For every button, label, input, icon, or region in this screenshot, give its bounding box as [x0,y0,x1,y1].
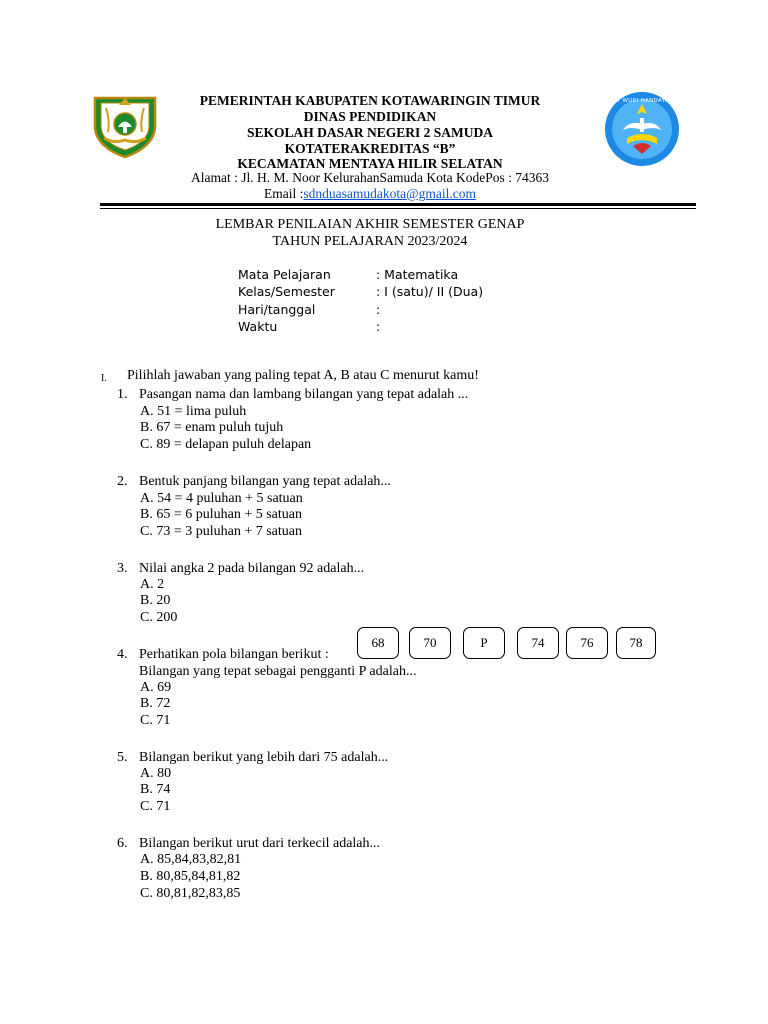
header-divider-thin [100,208,696,209]
question-3-option-b: B. 20 [140,593,171,608]
question-2-option-b: B. 65 = 6 puluhan + 5 satuan [140,507,302,522]
question-5-option-c: C. 71 [140,799,171,814]
email-label: Email : [264,186,304,201]
info-value-class: : I (satu)/ II (Dua) [376,284,484,299]
question-6-option-b: B. 80,85,84,81,82 [140,869,241,884]
question-6-text: Bilangan berikut urut dari terkecil adalah... [139,836,381,851]
question-4-text: Perhatikan pola bilangan berikut : [139,647,329,662]
question-5-number: 5. [117,750,128,765]
info-label-time: Waktu [238,319,278,334]
header-school-line: SEKOLAH DASAR NEGERI 2 SAMUDA [246,125,494,140]
pattern-box-3: P [463,627,505,659]
header-email-row [150,186,590,202]
question-1-option-a: A. 51 = lima puluh [140,404,247,419]
header-agency-line: DINAS PENDIDIKAN [303,109,437,124]
question-5-text: Bilangan berikut yang lebih dari 75 adalah... [139,750,389,765]
header-address: Alamat : Jl. H. M. Noor KelurahanSamuda Kota KodePos : 74363 [190,170,550,185]
section-number: I. [101,373,107,384]
header-district-line: KECAMATAN MENTAYA HILIR SELATAN [237,156,503,171]
question-6-option-c: C. 80,81,82,83,85 [140,886,241,901]
pattern-box-6: 78 [616,627,656,659]
question-1-number: 1. [117,387,128,402]
question-6-number: 6. [117,836,128,851]
pattern-box-5: 76 [566,627,608,659]
question-3-number: 3. [117,561,128,576]
pattern-box-1: 68 [357,627,399,659]
exam-year: TAHUN PELAJARAN 2023/2024 [272,234,468,249]
regency-emblem-logo [92,92,158,158]
header-divider-thick [100,203,696,206]
exam-title: LEMBAR PENILAIAN AKHIR SEMESTER GENAP [215,217,525,232]
info-value-time: : [376,319,381,334]
header-accreditation-line: KOTATERAKREDITAS “B” [284,141,456,156]
question-3-option-c: C. 200 [140,610,178,625]
question-2-text: Bentuk panjang bilangan yang tepat adalah... [139,474,391,489]
question-1-option-c: C. 89 = delapan puluh delapan [140,437,312,452]
question-6-option-a: A. 85,84,83,82,81 [140,852,242,867]
info-value-subject: : Matematika [376,267,459,282]
question-4-option-c: C. 71 [140,713,171,728]
header-government-line: PEMERINTAH KABUPATEN KOTAWARINGIN TIMUR [199,93,541,108]
pattern-box-4: 74 [517,627,559,659]
info-label-class: Kelas/Semester [238,284,335,299]
question-4-option-b: B. 72 [140,696,171,711]
info-value-date: : [376,302,381,317]
info-label-subject: Mata Pelajaran [238,267,331,282]
question-2-option-c: C. 73 = 3 puluhan + 7 satuan [140,524,302,539]
question-4-subtext: Bilangan yang tepat sebagai pengganti P adalah... [139,664,417,679]
question-3-option-a: A. 2 [140,577,165,592]
question-3-text: Nilai angka 2 pada bilangan 92 adalah... [139,561,365,576]
section-instruction: Pilihlah jawaban yang paling tepat A, B atau C menurut kamu! [127,368,479,383]
question-5-option-a: A. 80 [140,766,172,781]
email-link[interactable]: sdnduasamudakota@gmail.com [303,186,476,201]
question-4-number: 4. [117,647,128,662]
logo-ring-text: TUT WURI HANDAYANI [608,98,676,104]
question-2-number: 2. [117,474,128,489]
question-2-option-a: A. 54 = 4 puluhan + 5 satuan [140,491,303,506]
info-label-date: Hari/tanggal [238,302,316,317]
question-1-text: Pasangan nama dan lambang bilangan yang tepat adalah ... [139,387,469,402]
question-4-option-a: A. 69 [140,680,172,695]
pattern-box-2: 70 [409,627,451,659]
tut-wuri-handayani-logo [603,90,681,168]
question-1-option-b: B. 67 = enam puluh tujuh [140,420,284,435]
question-5-option-b: B. 74 [140,782,171,797]
